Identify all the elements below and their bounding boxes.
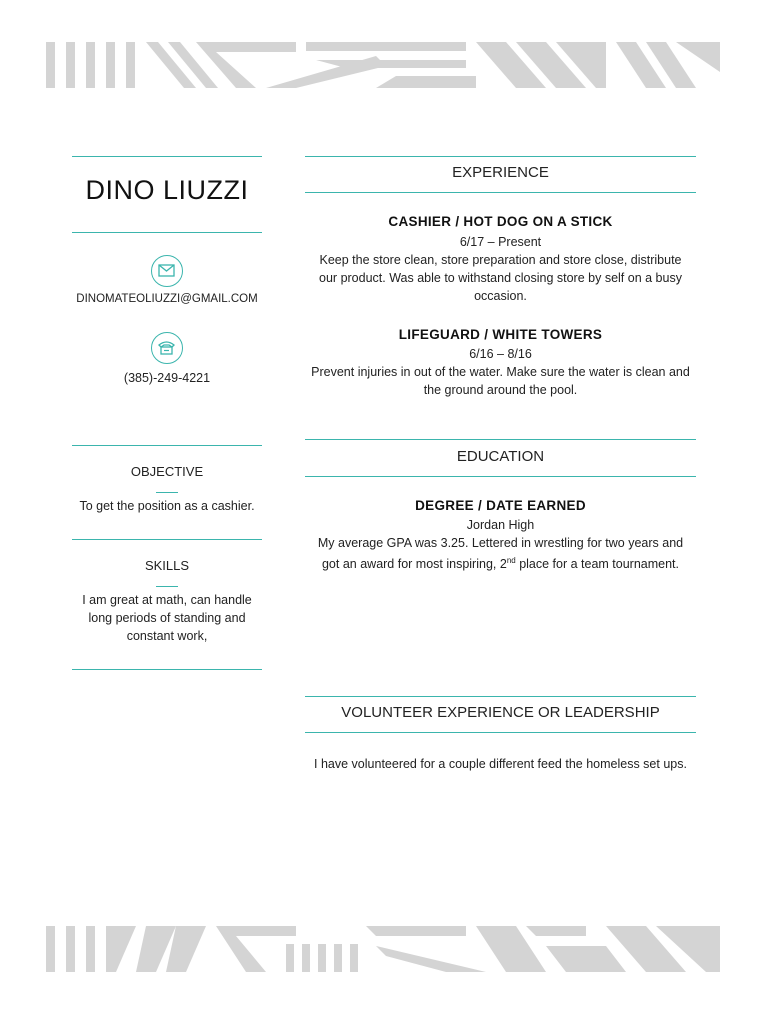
volunteer-top-rule bbox=[305, 696, 696, 697]
volunteer-text: I have volunteered for a couple different feed the homeless set ups. bbox=[314, 757, 687, 771]
experience-heading: EXPERIENCE bbox=[452, 164, 549, 181]
education-line-text: got an award for most inspiring, 2 bbox=[321, 557, 507, 572]
skills-heading: SKILLS bbox=[144, 558, 190, 573]
school-name: Jordan High bbox=[466, 518, 535, 532]
education-line bbox=[300, 552, 701, 573]
skills-accent-line bbox=[156, 586, 178, 587]
ordinal-suffix: nd bbox=[506, 556, 516, 565]
job-dates: 6/17 – Present bbox=[459, 235, 542, 249]
skills-line: long periods of standing and bbox=[88, 611, 246, 625]
skills-bottom-rule bbox=[72, 669, 262, 670]
education-line: My average GPA was 3.25. Lettered in wrestling for two years and bbox=[317, 536, 684, 550]
skills-line: I am great at math, can handle bbox=[82, 593, 252, 607]
volunteer-heading: VOLUNTEER EXPERIENCE OR LEADERSHIP bbox=[341, 704, 660, 721]
email-address[interactable]: DINOMATEOLIUZZI@GMAIL.COM bbox=[76, 293, 258, 305]
job-description bbox=[300, 363, 701, 399]
job-description bbox=[300, 251, 701, 305]
degree-title: DEGREE / DATE EARNED bbox=[415, 498, 586, 513]
left-top-rule bbox=[72, 156, 262, 157]
job-description-line: our product. Was able to withstand closing store by self on a busy bbox=[319, 271, 682, 285]
objective-accent-line bbox=[156, 492, 178, 493]
experience-top-rule bbox=[305, 156, 696, 157]
envelope-icon bbox=[151, 255, 183, 287]
job-description-line: Keep the store clean, store preparation and store close, distribute bbox=[319, 253, 682, 267]
job-description-line: occasion. bbox=[474, 289, 527, 303]
job-title: CASHIER / HOT DOG ON A STICK bbox=[388, 214, 613, 229]
education-bottom-rule bbox=[305, 476, 696, 477]
education-description bbox=[300, 534, 701, 573]
education-heading: EDUCATION bbox=[456, 448, 545, 465]
job-description-line: Prevent injuries in out of the water. Make sure the water is clean and bbox=[311, 365, 690, 379]
job-description-line: the ground around the pool. bbox=[423, 383, 578, 397]
job-title: LIFEGUARD / WHITE TOWERS bbox=[398, 327, 603, 342]
telephone-icon bbox=[151, 332, 183, 364]
skills-line: constant work, bbox=[126, 629, 208, 643]
candidate-name: DINO LIUZZI bbox=[85, 175, 249, 205]
phone-number[interactable]: (385)-249-4221 bbox=[123, 371, 211, 385]
experience-bottom-rule bbox=[305, 192, 696, 193]
name-bottom-rule bbox=[72, 232, 262, 233]
skills-top-rule bbox=[72, 539, 262, 540]
skills-text bbox=[72, 591, 262, 645]
objective-heading: OBJECTIVE bbox=[130, 464, 204, 479]
job-dates: 6/16 – 8/16 bbox=[469, 347, 532, 361]
objective-top-rule bbox=[72, 445, 262, 446]
objective-text: To get the position as a cashier. bbox=[79, 499, 255, 513]
education-line-text: place for a team tournament. bbox=[515, 557, 679, 572]
education-top-rule bbox=[305, 439, 696, 440]
top-decorative-band bbox=[46, 42, 720, 88]
bottom-decorative-band bbox=[46, 926, 720, 972]
volunteer-bottom-rule bbox=[305, 732, 696, 733]
